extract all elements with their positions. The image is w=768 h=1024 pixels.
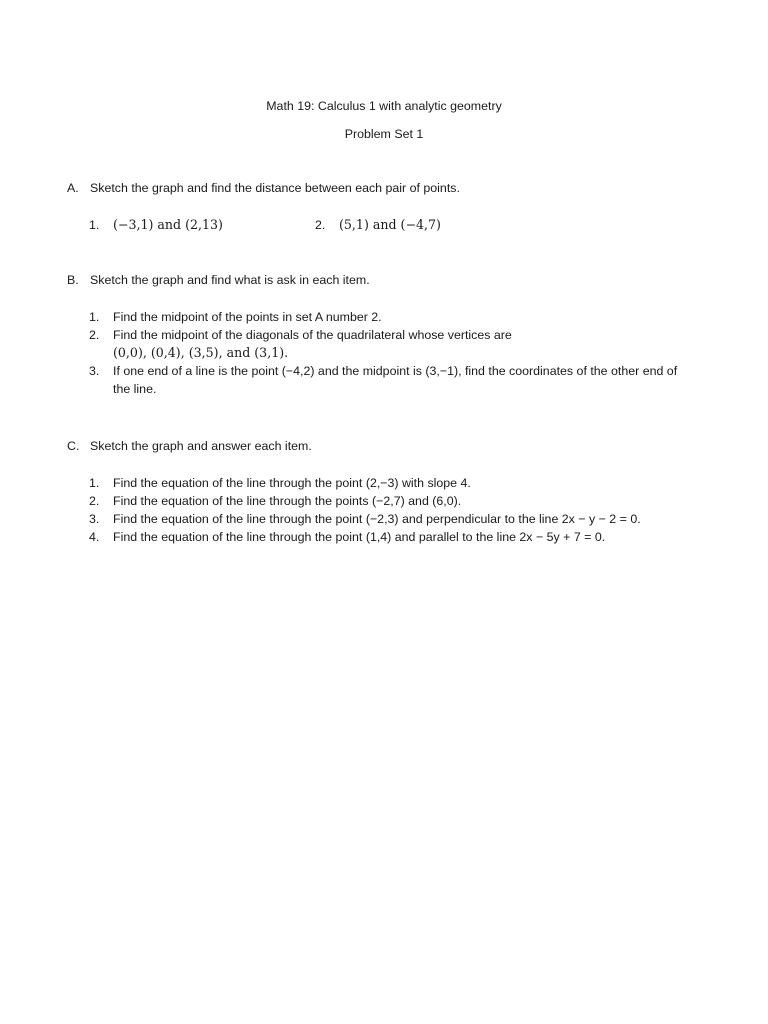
section-c-item-2 bbox=[67, 492, 707, 510]
item-number: 1. bbox=[89, 476, 100, 490]
section-c-heading bbox=[67, 437, 707, 455]
item-math: (−3,1) and (2,13) bbox=[113, 217, 223, 232]
item-text: Find the equation of the line through the point (1,4) and parallel to the line 2x − 5y + 7 = 0. bbox=[113, 530, 606, 544]
section-a-item-1 bbox=[89, 216, 223, 234]
item-text: Find the equation of the line through the points (−2,7) and (6,0). bbox=[113, 494, 462, 508]
item-text: Find the equation of the line through the point (2,−3) with slope 4. bbox=[113, 476, 471, 490]
section-a-items bbox=[67, 216, 707, 236]
item-number: 3. bbox=[89, 364, 100, 378]
item-number: 2. bbox=[89, 494, 100, 508]
section-b-item-1 bbox=[67, 308, 707, 326]
section-c-letter: C. bbox=[67, 439, 80, 453]
section-a bbox=[67, 179, 707, 236]
section-a-instruction: Sketch the graph and find the distance between each pair of points. bbox=[90, 181, 460, 195]
section-a-item-2 bbox=[315, 216, 441, 234]
section-b-heading bbox=[67, 271, 707, 289]
section-c-items bbox=[67, 474, 707, 546]
section-b-item-3 bbox=[67, 362, 707, 398]
section-b-instruction: Sketch the graph and find what is ask in each item. bbox=[90, 273, 370, 287]
section-c-item-1 bbox=[67, 474, 707, 492]
problem-set-title: Problem Set 1 bbox=[344, 127, 424, 141]
item-number: 3. bbox=[89, 512, 100, 526]
section-c bbox=[67, 437, 707, 546]
section-c-instruction: Sketch the graph and answer each item. bbox=[90, 439, 312, 453]
section-a-letter: A. bbox=[67, 181, 79, 195]
section-c-item-3 bbox=[67, 510, 707, 528]
item-text: If one end of a line is the point (−4,2) and the midpoint is (3,−1), find the coordinates of the other end of the line. bbox=[113, 364, 678, 396]
section-b-letter: B. bbox=[67, 273, 79, 287]
course-title: Math 19: Calculus 1 with analytic geometry bbox=[266, 99, 502, 113]
section-a-heading bbox=[67, 179, 707, 197]
section-b bbox=[67, 271, 707, 398]
item-math-line: (0,0), (0,4), (3,5), and (3,1). bbox=[113, 345, 289, 360]
item-number: 1. bbox=[89, 218, 100, 232]
item-number: 1. bbox=[89, 310, 100, 324]
item-text: Find the midpoint of the diagonals of the quadrilateral whose vertices are bbox=[113, 328, 512, 342]
section-c-item-4 bbox=[67, 528, 707, 546]
section-b-item-2 bbox=[67, 326, 707, 362]
item-text: Find the midpoint of the points in set A number 2. bbox=[113, 310, 382, 324]
item-number: 2. bbox=[315, 218, 326, 232]
item-math: (5,1) and (−4,7) bbox=[339, 217, 441, 232]
item-text: Find the equation of the line through the point (−2,3) and perpendicular to the line 2x − y − 2 = 0. bbox=[113, 512, 641, 526]
item-number: 2. bbox=[89, 328, 100, 342]
section-b-items bbox=[67, 308, 707, 398]
item-number: 4. bbox=[89, 530, 100, 544]
